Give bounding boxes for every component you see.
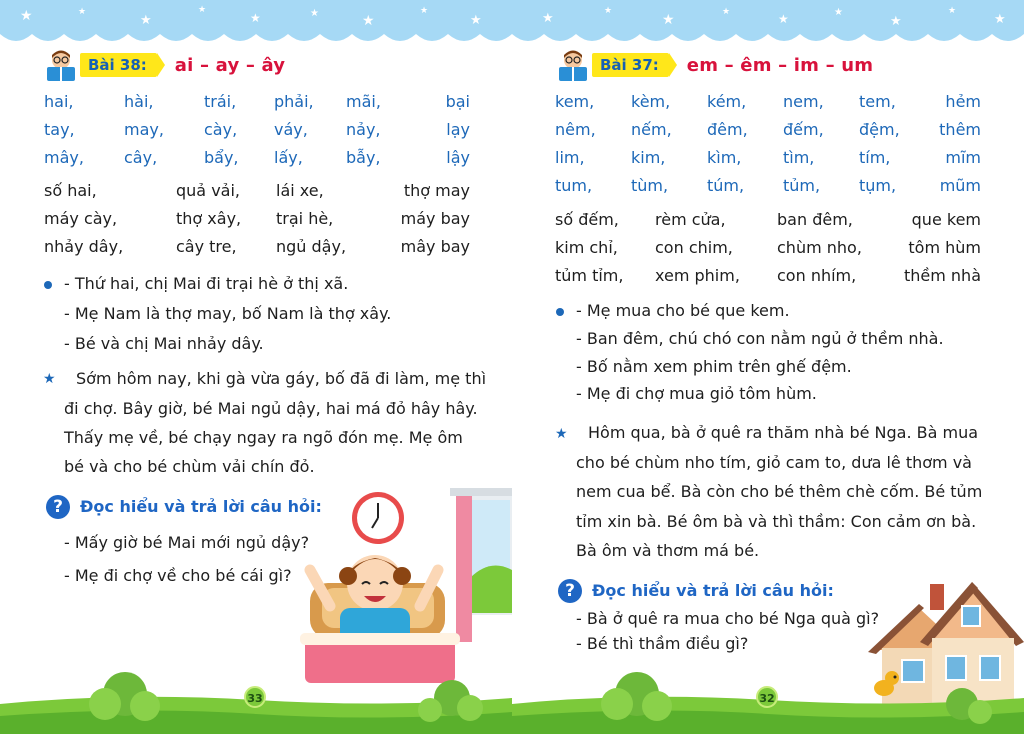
phrase: ngủ dậy, [276,237,347,256]
reading-kid-icon [44,48,78,82]
question: - Bà ở quê ra mua cho bé Nga quà gì? [576,609,880,628]
question-heading: Đọc hiểu và trả lời câu hỏi: [80,497,322,516]
phrase: kim chỉ, [555,238,618,257]
word: nem, [783,92,824,111]
svg-text:★: ★ [890,14,902,29]
word: lim, [555,148,585,167]
lesson-header [556,48,873,82]
svg-text:★: ★ [542,11,554,26]
question: - Mấy giờ bé Mai mới ngủ dậy? [64,533,310,552]
phrase: tủm tỉm, [555,266,624,285]
phrase: số đếm, [555,210,619,229]
paragraph-line: cho bé chùm nho tím, giỏ cam to, dưa lê thơm và [576,453,972,472]
word: váy, [274,120,308,139]
svg-text:★: ★ [78,7,87,17]
word: kem, [555,92,595,111]
word: tay, [44,120,75,139]
sentence: - Mẹ đi chợ mua giỏ tôm hùm. [576,384,817,403]
sentence: - Ban đêm, chú chó con nằm ngủ ở thềm nhà. [576,329,944,348]
word: mây, [44,148,84,167]
phrase: thợ xây, [176,209,242,228]
word: đệm, [859,120,900,139]
phrase: cây tre, [176,237,237,256]
paragraph-line: nem cua bể. Bà còn cho bé thêm chè cốm. Bé tủm [576,482,983,501]
phrase: trại hè, [276,209,334,228]
phrase: thợ may [403,181,470,200]
paragraph-line: Thấy mẹ về, bé chạy ngay ra ngõ đón mẹ. Mẹ ôm [64,428,463,447]
word: tím, [859,148,891,167]
word: tem, [859,92,896,111]
phrase: mây bay [400,237,470,256]
svg-text:★: ★ [778,12,789,26]
phrase: con nhím, [777,266,857,285]
phrase-grid [555,206,981,290]
word: tum, [555,176,593,195]
paragraph-line: tỉm xin bà. Bé ôm bà và thì thầm: Con cảm ơn bà. [576,512,977,531]
svg-text:★: ★ [994,12,1006,27]
paragraph-line: Bà ôm và thơm má bé. [576,541,760,560]
sentence: - Bé và chị Mai nhảy dây. [64,334,264,353]
lesson-header [44,48,285,82]
phrase: số hai, [44,181,97,200]
word-grid [44,88,470,172]
svg-text:★: ★ [362,13,375,29]
word: hài, [124,92,154,111]
word: nếm, [631,120,672,139]
word: túm, [707,176,745,195]
sentence: - Thứ hai, chị Mai đi trại hè ở thị xã. [64,274,349,293]
word: mãi, [346,92,381,111]
word: kìm, [707,148,742,167]
word: tụm, [859,176,897,195]
page-number: 33 [244,686,266,708]
phrase-grid [44,177,470,261]
svg-text:★: ★ [420,6,429,16]
page-number: 32 [756,686,778,708]
lesson-title: ai – ay – ây [174,54,286,76]
word-grid [555,88,981,200]
word: cày, [204,120,238,139]
word: bẩy, [204,148,239,167]
svg-text:★: ★ [948,6,957,16]
svg-text:★: ★ [20,8,33,24]
paragraph-line: bé và cho bé chùm vải chín đỏ. [64,457,315,476]
svg-text:★: ★ [310,8,319,19]
svg-text:★: ★ [198,5,207,15]
svg-text:★: ★ [470,13,482,28]
word: lấy, [274,148,303,167]
word: cây, [124,148,158,167]
word: nảy, [346,120,381,139]
phrase: máy bay [400,209,470,228]
word: tìm, [783,148,815,167]
phrase: chùm nho, [777,238,862,257]
word: kim, [631,148,666,167]
word: tủm, [783,176,821,195]
word: trái, [204,92,237,111]
question-heading: Đọc hiểu và trả lời câu hỏi: [592,581,834,600]
question-icon: ? [46,495,70,519]
phrase: con chim, [655,238,733,257]
star-bullet-icon: ★ [555,426,568,442]
question: - Mẹ đi chợ về cho bé cái gì? [64,566,292,585]
word: đếm, [783,120,824,139]
lesson-badge: Bài 38: [80,53,157,77]
paragraph-line: đi chợ. Bây giờ, bé Mai ngủ dậy, hai má đỏ hây hây. [64,399,478,418]
word: kém, [707,92,747,111]
question-icon: ? [558,579,582,603]
phrase: ban đêm, [777,210,853,229]
svg-text:★: ★ [722,7,731,17]
svg-text:★: ★ [250,11,261,25]
word: tùm, [631,176,669,195]
reading-kid-icon [556,48,590,82]
word: đêm, [707,120,748,139]
word: bẫy, [346,148,381,167]
phrase: quả vải, [176,181,240,200]
word: mĩm [945,148,981,167]
sentence: - Bố nằm xem phim trên ghế đệm. [576,357,852,376]
bullet-dot-icon [556,308,564,316]
word: phải, [274,92,314,111]
word: mũm [939,176,981,195]
star-bullet-icon: ★ [43,371,56,387]
word: lậy [446,148,470,167]
phrase: que kem [911,210,981,229]
word: lạy [446,120,470,139]
svg-text:★: ★ [140,13,152,28]
phrase: nhảy dây, [44,237,124,256]
word: kèm, [631,92,671,111]
sentence: - Mẹ Nam là thợ may, bố Nam là thợ xây. [64,304,392,323]
phrase: rèm cửa, [655,210,726,229]
word: thêm [939,120,981,139]
word: hai, [44,92,74,111]
svg-text:★: ★ [662,12,675,28]
phrase: tôm hùm [908,238,981,257]
phrase: máy cày, [44,209,118,228]
phrase: xem phim, [655,266,740,285]
svg-text:★: ★ [834,7,843,18]
bullet-dot-icon [44,281,52,289]
phrase: thềm nhà [903,266,981,285]
word: bại [445,92,470,111]
sentence: - Mẹ mua cho bé que kem. [576,301,790,320]
svg-text:★: ★ [604,6,613,16]
lesson-title: em – êm – im – um [686,54,874,76]
paragraph-line: Sớm hôm nay, khi gà vừa gáy, bố đã đi làm, mẹ thì [76,369,487,388]
question: - Bé thì thầm điều gì? [576,634,749,653]
word: nêm, [555,120,596,139]
word: may, [124,120,164,139]
paragraph-line: Hôm qua, bà ở quê ra thăm nhà bé Nga. Bà mua [588,423,979,442]
word: hẻm [945,92,981,111]
phrase: lái xe, [276,181,324,200]
lesson-badge: Bài 37: [592,53,669,77]
page-right [512,0,1024,734]
